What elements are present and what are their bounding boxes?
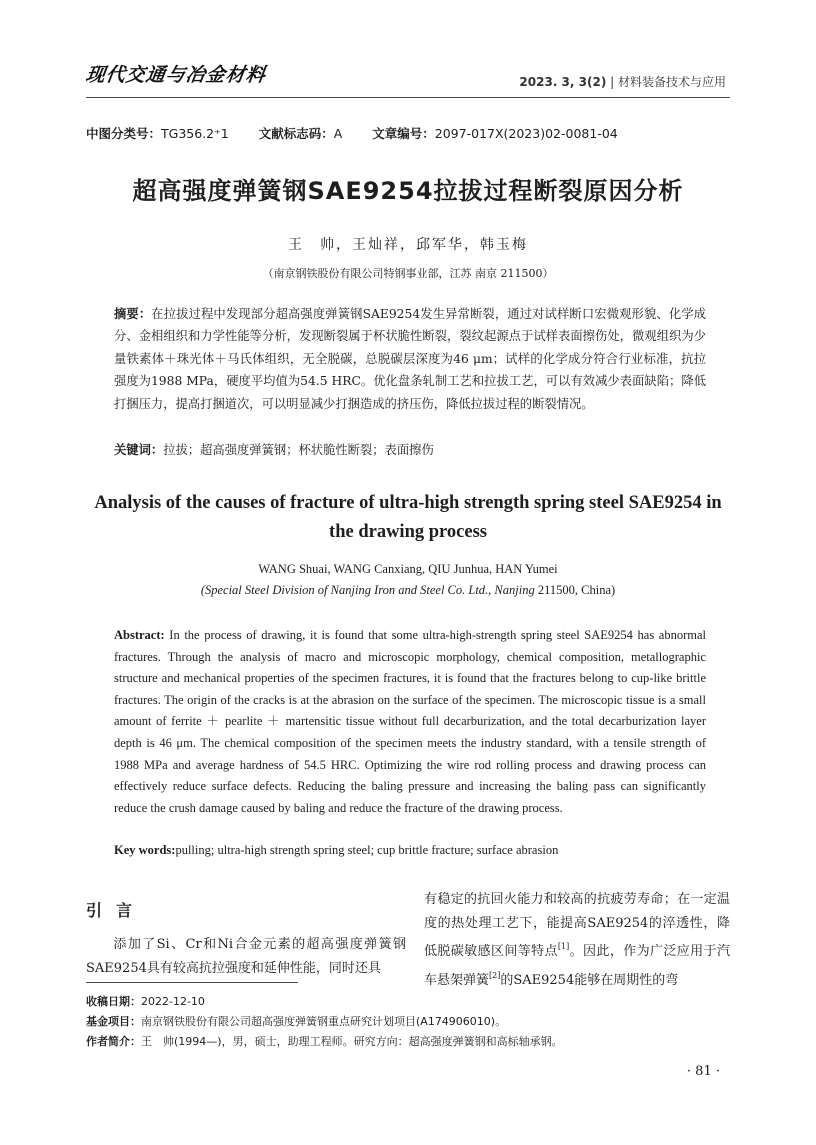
doc-code-value: A [333,126,343,141]
article-id-value: 2097-017X(2023)02-0081-04 [434,126,618,141]
english-abstract-text: In the process of drawing, it is found that some ultra-high-strength spring steel SAE9254 has abnormal fractures. Through the analysis of macro and microscopic morphology, chemical composition, metallographic structure and mechanical properties of the specimen fractures, it is found that the fractures belong to cup-like brittle fractures. The origin of the cracks is at the abrasion on the surface of the specimen. The microscopic tissue is a small amount of ferrite ＋ pearlite ＋ martensitic tissue without full decarburization, and the total decarburization layer depth is 46 μm. The chemical composition of the specimen meets the industry standard, with a tensile strength of 1988 MPa and average hardness of 54.5 HRC. Optimizing the wire rod rolling process and drawing process can effectively reduce surface defects. Reducing the baling pressure and increasing the baling pass can significantly reduce the crush damage caused by baling and reduce the fracture of the drawing process. [114,628,706,815]
english-title: Analysis of the causes of fracture of ultra-high strength spring steel SAE9254 in the drawing process [94,493,722,542]
english-abstract-label: Abstract: [114,628,165,642]
english-affiliation [0,583,816,598]
clc-value: TG356.2⁺1 [161,126,229,141]
chinese-title: 超高强度弹簧钢SAE9254拉拔过程断裂原因分析 [132,177,684,205]
issue-info: 2023. 3, 3(2) | 材料装备技术与应用 [519,75,726,89]
chinese-keywords-label: 关键词： [114,443,164,457]
english-authors: WANG Shuai, WANG Canxiang, QIU Junhua, HAN Yumei [258,562,558,576]
body-right-text-2: 。因此，作为广泛应用于汽车悬架弹簧 [424,944,730,988]
english-affiliation-italic: (Special Steel Division of Nanjing Iron and Steel Co. Ltd., Nanjing [200,583,535,597]
classification-row [86,124,618,142]
chinese-authors: 王 帅，王灿祥，邱军华，韩玉梅 [288,237,528,253]
received-value: 2022-12-10 [141,995,205,1008]
header-rule [86,97,730,98]
chinese-abstract-label: 摘要： [114,307,152,321]
citation-ref-1: [1] [557,942,570,951]
body-left-column [86,933,406,980]
chinese-keywords [114,440,706,460]
footnote-rule [86,982,298,983]
english-abstract [114,625,706,819]
citation-ref-2: [2] [489,970,501,980]
footnote-author [86,1033,563,1049]
chinese-abstract [114,303,706,415]
body-right-text-1: 有稳定的抗回火能力和较高的抗疲劳寿命；在一定温度的热处理工艺下，能提高SAE9254的淬透性，降低脱碳敏感区间等特点 [424,892,730,959]
received-label: 收稿日期： [86,995,141,1008]
article-id-label: 文章编号： [372,126,435,141]
body-right-text-3: 的SAE9254能够在周期性的弯 [500,972,679,988]
footnote-received [86,993,205,1009]
author-bio-value: 王 帅(1994—)，男，硕士，助理工程师。研究方向：超高强度弹簧钢和高标轴承钢。 [141,1035,563,1048]
chinese-affiliation: （南京钢铁股份有限公司特钢事业部，江苏 南京 211500） [262,267,554,280]
body-right-column [424,888,730,992]
journal-logo: 现代交通与冶金材料 [84,64,268,86]
english-keywords-text: pulling; ultra-high strength spring steel; cup brittle fracture; surface abrasion [175,843,559,857]
footnote-fund [86,1013,506,1029]
chinese-keywords-text: 拉拔；超高强度弹簧钢；杯状脆性断裂；表面擦伤 [163,443,434,457]
body-left-text: 添加了Si、Cr和Ni合金元素的超高强度弹簧钢SAE9254具有较高抗拉强度和延伸性能，同时还具 [86,937,406,976]
doc-code-label: 文献标志码： [258,126,334,141]
english-keywords [114,843,706,858]
introduction-heading: 引言 [86,901,147,920]
journal-section: 材料装备技术与应用 [617,75,726,89]
english-affiliation-tail: 211500, China) [534,583,616,597]
fund-label: 基金项目： [86,1015,141,1028]
issue-number: 2023. 3, 3(2) [519,75,607,89]
english-keywords-label: Key words: [114,843,176,857]
chinese-abstract-text: 在拉拔过程中发现部分超高强度弹簧钢SAE9254发生异常断裂，通过对试样断口宏微观形貌、化学成分、金相组织和力学性能等分析，发现断裂属于杯状脆性断裂，裂纹起源点于试样表面擦伤处，微观组织为少量铁素体＋珠光体＋马氏体组织，无全脱碳，总脱碳层深度为46 μm；试样的化学成分符合行业标准，抗拉强度为1988 MPa，硬度平均值为54.5 HRC。优化盘条轧制工艺和拉拔工艺，可以有效减少表面缺陷；降低打捆压力，提高打捆道次，可以明显减少打捆造成的挤压伤，降低拉拔过程的断裂情况。 [114,307,706,411]
page-number: · 81 · [686,1064,720,1079]
fund-value: 南京钢铁股份有限公司超高强度弹簧钢重点研究计划项目(A174906010)。 [141,1015,507,1028]
clc-label: 中图分类号： [86,126,162,141]
author-bio-label: 作者简介： [86,1035,141,1048]
